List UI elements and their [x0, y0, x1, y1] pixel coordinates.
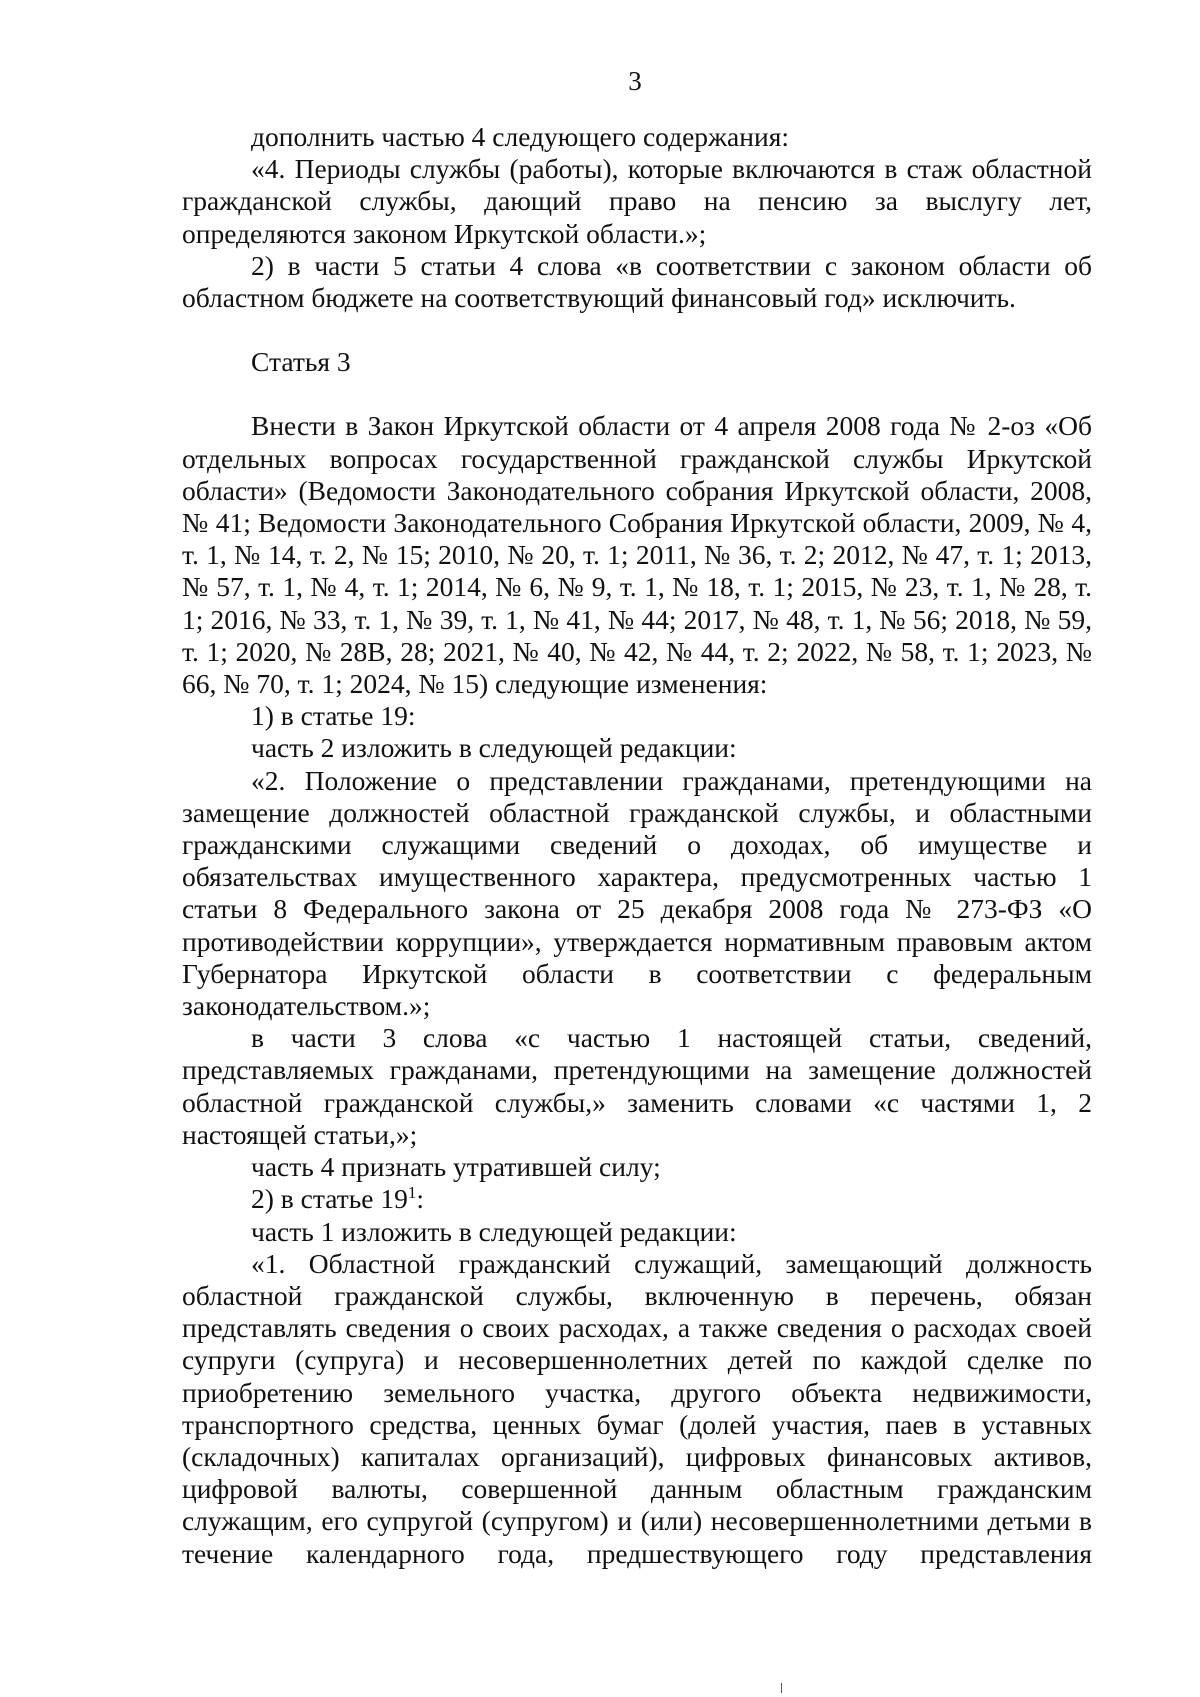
item-2-superscript: 1	[407, 1183, 417, 1203]
paragraph-quoted-part-4: «4. Периоды службы (работы), которые включаются в стаж областной гражданской службы, дающий право на пенсию за выслугу лет, определяются законом Иркутской области.»;	[182, 153, 1092, 249]
scan-mark	[781, 1683, 782, 1693]
paragraph-item-1-article-19: 1) в статье 19:	[251, 700, 416, 732]
paragraph-part-3-replace: в части 3 слова «с частью 1 настоящей статьи, сведений, представляемых гражданами, претендующими на замещение должностей областной гражданской службы,» заменить словами «с частями 1, 2 настоящей статьи,»;	[182, 1022, 1092, 1150]
page-number: 3	[628, 66, 642, 96]
paragraph-article-3-intro: Внести в Закон Иркутской области от 4 апреля 2008 года № 2-оз «Об отдельных вопросах государственной гражданской службы Иркутской области» (Ведомости Законодательного собрания Иркутской области, 2008, № 41; Ведомости Законодательного Собрания Иркутской области, 2009, № 4, т. 1, № 14, т. 2, № 15; 2010, № 20, т. 1; 2011, № 36, т. 2; 2012, № 47, т. 1; 2013, № 57, т. 1, № 4, т. 1; 2014, № 6, № 9, т. 1, № 18, т. 1; 2015, № 23, т. 1, № 28, т. 1; 2016, № 33, т. 1, № 39, т. 1, № 41, № 44; 2017, № 48, т. 1, № 56; 2018, № 59, т. 1; 2020, № 28В, 28; 2021, № 40, № 42, № 44, т. 2; 2022, № 58, т. 1; 2023, № 66, № 70, т. 1; 2024, № 15) следующие изменения:	[182, 410, 1092, 700]
paragraph-item-2-article-4: 2) в части 5 статьи 4 слова «в соответствии с законом области об областном бюджете на соответствующий финансовый год» исключить.	[182, 249, 1092, 314]
article-3-heading: Статья 3	[251, 346, 351, 378]
item-2-prefix: 2) в статье 19	[251, 1183, 408, 1215]
paragraph-part-2-edit: часть 2 изложить в следующей редакции:	[251, 732, 737, 764]
document-body	[182, 121, 1092, 1570]
paragraph-quoted-part-1: «1. Областной гражданский служащий, замещающий должность областной гражданской службы, включенную в перечень, обязан представлять сведения о своих расходах, а также сведения о расходах своей супруги (супруга) и несовершеннолетних детей по каждой сделке по приобретению земельного участка, другого объекта недвижимости, транспортного средства, ценных бумаг (долей участия, паев в уставных (складочных) капиталах организаций), цифровых финансовых активов, цифровой валюты, совершенной данным областным гражданским служащим, его супругой (супругом) и (или) несовершеннолетними детьми в течение календарного года, предшествующего году представления	[182, 1247, 1092, 1569]
paragraph-item-2-article-19-1	[182, 1183, 1092, 1215]
paragraph-part-4-repeal: часть 4 признать утратившей силу;	[251, 1151, 661, 1183]
paragraph-quoted-part-2: «2. Положение о представлении гражданами, претендующими на замещение должностей областной гражданской службы, и областными гражданскими служащими сведений о доходах, об имуществе и обязательствах имущественного характера, предусмотренных частью 1 статьи 8 Федерального закона от 25 декабря 2008 года № 273-ФЗ «О противодействии коррупции», утверждается нормативным правовым актом Губернатора Иркутской области в соответствии с федеральным законодательством.»;	[182, 764, 1092, 1022]
paragraph-part-1-edit: часть 1 изложить в следующей редакции:	[251, 1215, 737, 1247]
paragraph-amend-part-4: дополнить частью 4 следующего содержания:	[251, 121, 789, 152]
item-2-suffix: :	[416, 1183, 424, 1215]
